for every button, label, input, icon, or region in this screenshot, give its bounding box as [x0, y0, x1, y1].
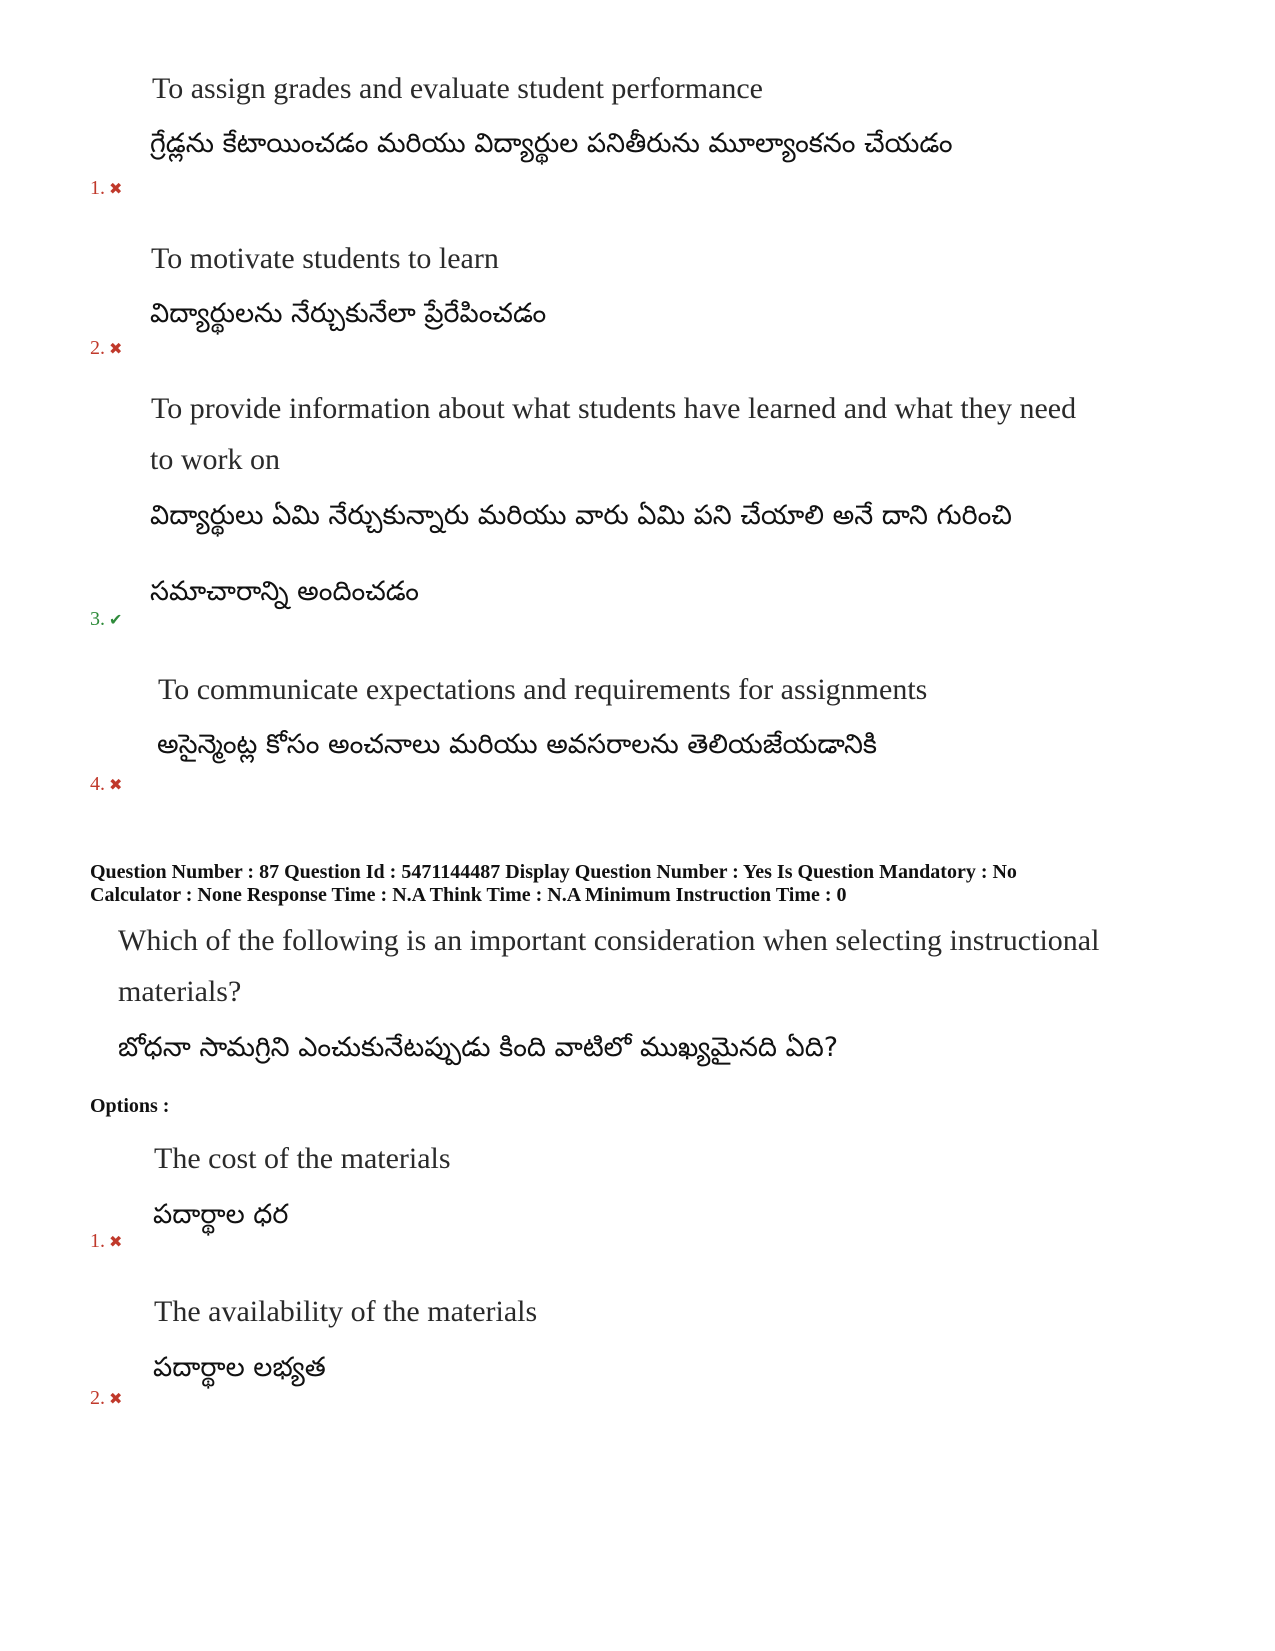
cross-mark-icon: ✖	[109, 341, 123, 358]
options-label: Options :	[90, 1095, 170, 1117]
option-2-number: 2. ✖	[90, 1387, 123, 1409]
prev-option-4-telugu: అసైన్మెంట్ల కోసం అంచనాలు మరియు అవసరాలను తెలియజేయడానికి	[157, 729, 877, 760]
prev-option-2-english: To motivate students to learn	[151, 242, 499, 275]
prev-option-3-english-line1: To provide information about what students have learned and what they need	[151, 392, 1077, 425]
question-english-line1: Which of the following is an important consideration when selecting instructional	[118, 924, 1100, 957]
option-2-telugu: పదార్థాల లభ్యత	[153, 1352, 326, 1383]
check-mark-icon: ✔	[109, 612, 123, 629]
prev-option-4-number: 4. ✖	[90, 773, 123, 795]
question-meta-line1: Question Number : 87 Question Id : 5471144487 Display Question Number : Yes Is Question Mandatory : No	[90, 861, 1017, 883]
option-2-english: The availability of the materials	[154, 1295, 538, 1328]
cross-mark-icon: ✖	[109, 777, 123, 794]
prev-option-3-telugu-line2: సమాచారాన్ని అందించడం	[150, 576, 419, 607]
prev-option-1-english: To assign grades and evaluate student performance	[152, 72, 764, 105]
prev-option-2-number: 2. ✖	[90, 337, 123, 359]
prev-option-3-english-line2: to work on	[150, 443, 280, 476]
prev-option-3-telugu-line1: విద్యార్థులు ఏమి నేర్చుకున్నారు మరియు వారు ఏమి పని చేయాలి అనే దాని గురించి	[150, 500, 1012, 531]
question-meta-line2: Calculator : None Response Time : N.A Think Time : N.A Minimum Instruction Time : 0	[90, 884, 847, 906]
cross-mark-icon: ✖	[109, 1234, 123, 1251]
option-1-number: 1. ✖	[90, 1230, 123, 1252]
option-1-telugu: పదార్థాల ధర	[153, 1199, 289, 1230]
cross-mark-icon: ✖	[109, 181, 123, 198]
prev-option-2-telugu: విద్యార్థులను నేర్చుకునేలా ప్రేరేపించడం	[150, 298, 547, 329]
prev-option-1-number: 1. ✖	[90, 177, 123, 199]
prev-option-3-number: 3. ✔	[90, 608, 123, 630]
question-telugu: బోధనా సామగ్రిని ఎంచుకునేటప్పుడు కింది వాటిలో ముఖ్యమైనది ఏది?	[118, 1032, 839, 1063]
cross-mark-icon: ✖	[109, 1391, 123, 1408]
question-english-line2: materials?	[118, 975, 242, 1008]
option-1-english: The cost of the materials	[154, 1142, 451, 1175]
prev-option-4-english: To communicate expectations and requirements for assignments	[158, 673, 928, 706]
prev-option-1-telugu: గ్రేడ్లను కేటాయించడం మరియు విద్యార్థుల పనితీరును మూల్యాంకనం చేయడం	[150, 128, 953, 159]
